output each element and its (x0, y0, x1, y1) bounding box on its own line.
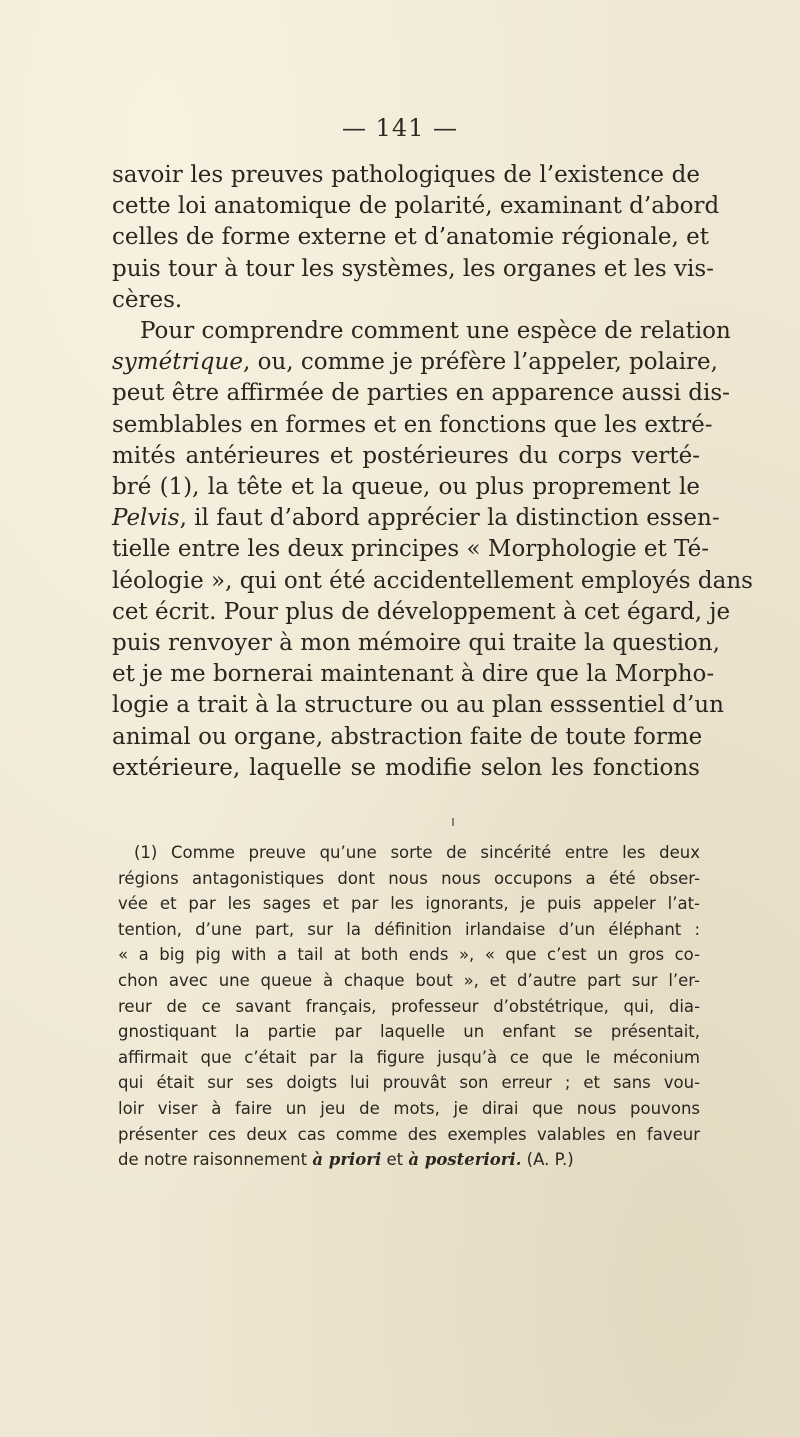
text-line: bré (1), la tête et la queue, ou plus proprement le (112, 474, 700, 501)
footnote (118, 840, 700, 1173)
text-fragment: , il faut d’abord apprécier la distinction essen- (179, 505, 720, 532)
footnote-signature: (A. P.) (521, 1150, 574, 1170)
footnote-line: présenter ces deux cas comme des exemples valables en faveur (118, 1124, 700, 1144)
footnote-line (118, 1147, 700, 1173)
text-line: peut être affirmée de parties en apparence aussi dis- (112, 380, 730, 407)
footnote-line: (1) Comme preuve qu’une sorte de sincérité entre les deux (134, 843, 700, 862)
text-line: puis tour à tour les systèmes, les organes et les vis- (112, 255, 714, 282)
footnote-line: chon avec une queue à chaque bout », et d’autre part sur l’er- (118, 970, 700, 990)
footnote-line: reur de ce savant français, professeur d’obstétrique, qui, dia- (118, 996, 700, 1016)
italic-term: Pelvis (112, 505, 180, 532)
footnote-line: loir viser à faire un jeu de mots, je dirai que nous pouvons (118, 1098, 700, 1118)
text-line (112, 503, 720, 534)
footnote-line: tention, d’une part, sur la définition irlandaise d’un éléphant : (118, 919, 700, 939)
footnote-line: vée et par les sages et par les ignorants, je puis appeler l’at- (118, 894, 700, 914)
text-line: et je me bornerai maintenant à dire que la Morpho- (112, 661, 715, 688)
text-line: cères. (112, 286, 183, 313)
text-line: animal ou organe, abstraction faite de toute forme (112, 723, 703, 750)
footnote-line: « a big pig with a tail at both ends », « que c’est un gros co- (118, 945, 700, 965)
text-fragment: et (381, 1150, 409, 1170)
text-line: tielle entre les deux principes « Morphologie et Té- (112, 536, 709, 563)
text-line: mités antérieures et postérieures du corps verté- (112, 442, 700, 469)
footnote-separator-mark (452, 818, 454, 826)
footnote-line: régions antagonistiques dont nous nous occupons a été obser- (118, 868, 700, 888)
footnote-line: gnostiquant la partie par laquelle un enfant se présentait, (118, 1022, 700, 1042)
text-line: cet écrit. Pour plus de développement à cet égard, je (112, 598, 731, 625)
text-line: savoir les preuves pathologiques de l’existence de (112, 162, 700, 188)
text-fragment: de notre raisonnement (118, 1150, 313, 1170)
text-line: Pour comprendre comment une espèce de relation (140, 318, 731, 345)
footnote-line: qui était sur ses doigts lui prouvât son erreur ; et sans vou- (118, 1073, 700, 1093)
text-line: semblables en formes et en fonctions que les extré- (112, 411, 713, 438)
page-number: — 141 — (341, 114, 459, 142)
text-line: logie a trait à la structure ou au plan esssentiel d’un (112, 692, 724, 719)
text-fragment: , ou, comme je préfère l’appeler, polaire, (242, 349, 718, 376)
italic-term: à priori (312, 1150, 382, 1170)
text-line: puis renvoyer à mon mémoire qui traite la question, (112, 630, 720, 657)
italic-term: symétrique (112, 349, 243, 376)
footnote-line: affirmait que c’était par la figure jusqu’à ce que le méconium (118, 1047, 700, 1067)
text-line: celles de forme externe et d’anatomie régionale, et (112, 224, 709, 251)
text-line (112, 347, 718, 378)
italic-term: à posteriori. (408, 1150, 522, 1170)
main-text (112, 160, 753, 784)
text-line: cette loi anatomique de polarité, examinant d’abord (112, 193, 720, 220)
text-line: extérieure, laquelle se modifie selon les fonctions (112, 754, 700, 781)
text-line: léologie », qui ont été accidentellement employés dans (112, 567, 753, 594)
